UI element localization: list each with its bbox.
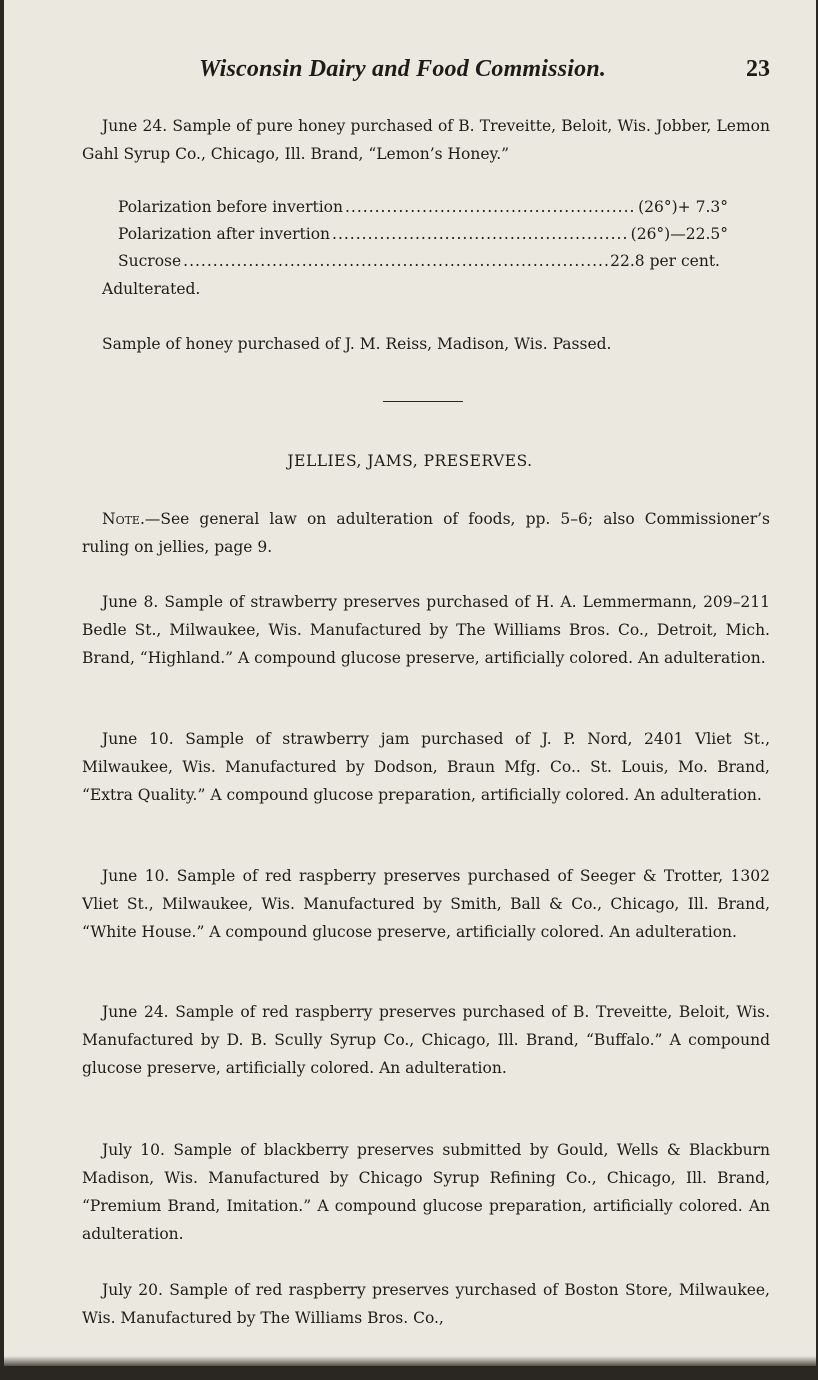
- note-text: —See general law on adulteration of foods, pp. 5–6; also Commissioner’s ruling on jellies, page 9.: [82, 510, 770, 556]
- analysis-value: 22.8 per cent.: [610, 252, 720, 270]
- entry-june-8: [82, 588, 770, 672]
- analysis-value: (26°)—22.5°: [630, 225, 728, 243]
- entry-text: June 10. Sample of strawberry jam purchased of J. P. Nord, 2401 Vliet St., Milwaukee, Wis. Manufactured by Dodson, Braun Mfg. Co.. St. Louis, Mo. Brand, “Extra Quality.” A compound glucose preparation, artificially colored. An adulteration.: [82, 730, 770, 804]
- entry-text: July 10. Sample of blackberry preserves submitted by Gould, Wells & Blackburn Madison, Wis. Manufactured by Chicago Syrup Refining Co., Chicago, Ill. Brand, “Premium Brand, Imitation.” A compound glucose preparation, artificially colored. An adulteration.: [82, 1141, 770, 1243]
- honey-verdict: Adulterated.: [102, 280, 201, 298]
- analysis-label: Polarization before invertion: [118, 198, 343, 216]
- entry-text: July 20. Sample of red raspberry preserves yurchased of Boston Store, Milwaukee, Wis. Manufactured by The Williams Bros. Co.,: [82, 1281, 770, 1327]
- entry-june-10-raspberry: [82, 862, 770, 946]
- honey-entry-2: [82, 330, 770, 358]
- honey-entry-text: June 24. Sample of pure honey purchased of B. Treveitte, Beloit, Wis. Jobber, Lemon Gahl Syrup Co., Chicago, Ill. Brand, “Lemon’s Honey.”: [82, 117, 770, 163]
- analysis-label: Sucrose: [118, 252, 182, 270]
- dot-leader: [183, 248, 608, 275]
- running-title: Wisconsin Dairy and Food Commission.: [199, 56, 607, 82]
- entry-june-24: [82, 998, 770, 1082]
- analysis-row: [118, 221, 728, 248]
- analysis-value: (26°)+ 7.3°: [638, 198, 728, 216]
- entry-text: June 10. Sample of red raspberry preserves purchased of Seeger & Trotter, 1302 Vliet St., Milwaukee, Wis. Manufactured by Smith, Ball & Co., Chicago, Ill. Brand, “White House.” A compound glucose preserve, artificially colored. An adulteration.: [82, 867, 770, 941]
- section-heading: JELLIES, JAMS, PRESERVES.: [287, 452, 533, 470]
- analysis-row: [118, 248, 728, 275]
- honey-entry: [82, 112, 770, 168]
- page-number: 23: [746, 56, 770, 82]
- note-label: Note.: [102, 510, 145, 528]
- document-page: [4, 0, 816, 1366]
- entry-june-10-jam: [82, 725, 770, 809]
- dot-leader: [345, 194, 636, 221]
- entry-text: June 24. Sample of red raspberry preserves purchased of B. Treveitte, Beloit, Wis. Manufactured by D. B. Scully Syrup Co., Chicago, Ill. Brand, “Buffalo.” A compound glucose preserve, artificially colored. An adulteration.: [82, 1003, 770, 1077]
- note-paragraph: [82, 505, 770, 561]
- section-divider: [383, 401, 463, 402]
- entry-july-20: [82, 1276, 770, 1332]
- entry-text: June 8. Sample of strawberry preserves purchased of H. A. Lemmermann, 209–211 Bedle St., Milwaukee, Wis. Manufactured by The Williams Bros. Co., Detroit, Mich. Brand, “Highland.” A compound glucose preserve, artificially colored. An adulteration.: [82, 593, 770, 667]
- analysis-label: Polarization after invertion: [118, 225, 331, 243]
- analysis-table: [118, 194, 728, 275]
- section-note: [82, 505, 770, 561]
- honey-entry-2-text: Sample of honey purchased of J. M. Reiss, Madison, Wis. Passed.: [102, 335, 612, 353]
- page-header: [4, 56, 816, 90]
- dot-leader: [332, 221, 629, 248]
- analysis-row: [118, 194, 728, 221]
- entry-july-10: [82, 1136, 770, 1248]
